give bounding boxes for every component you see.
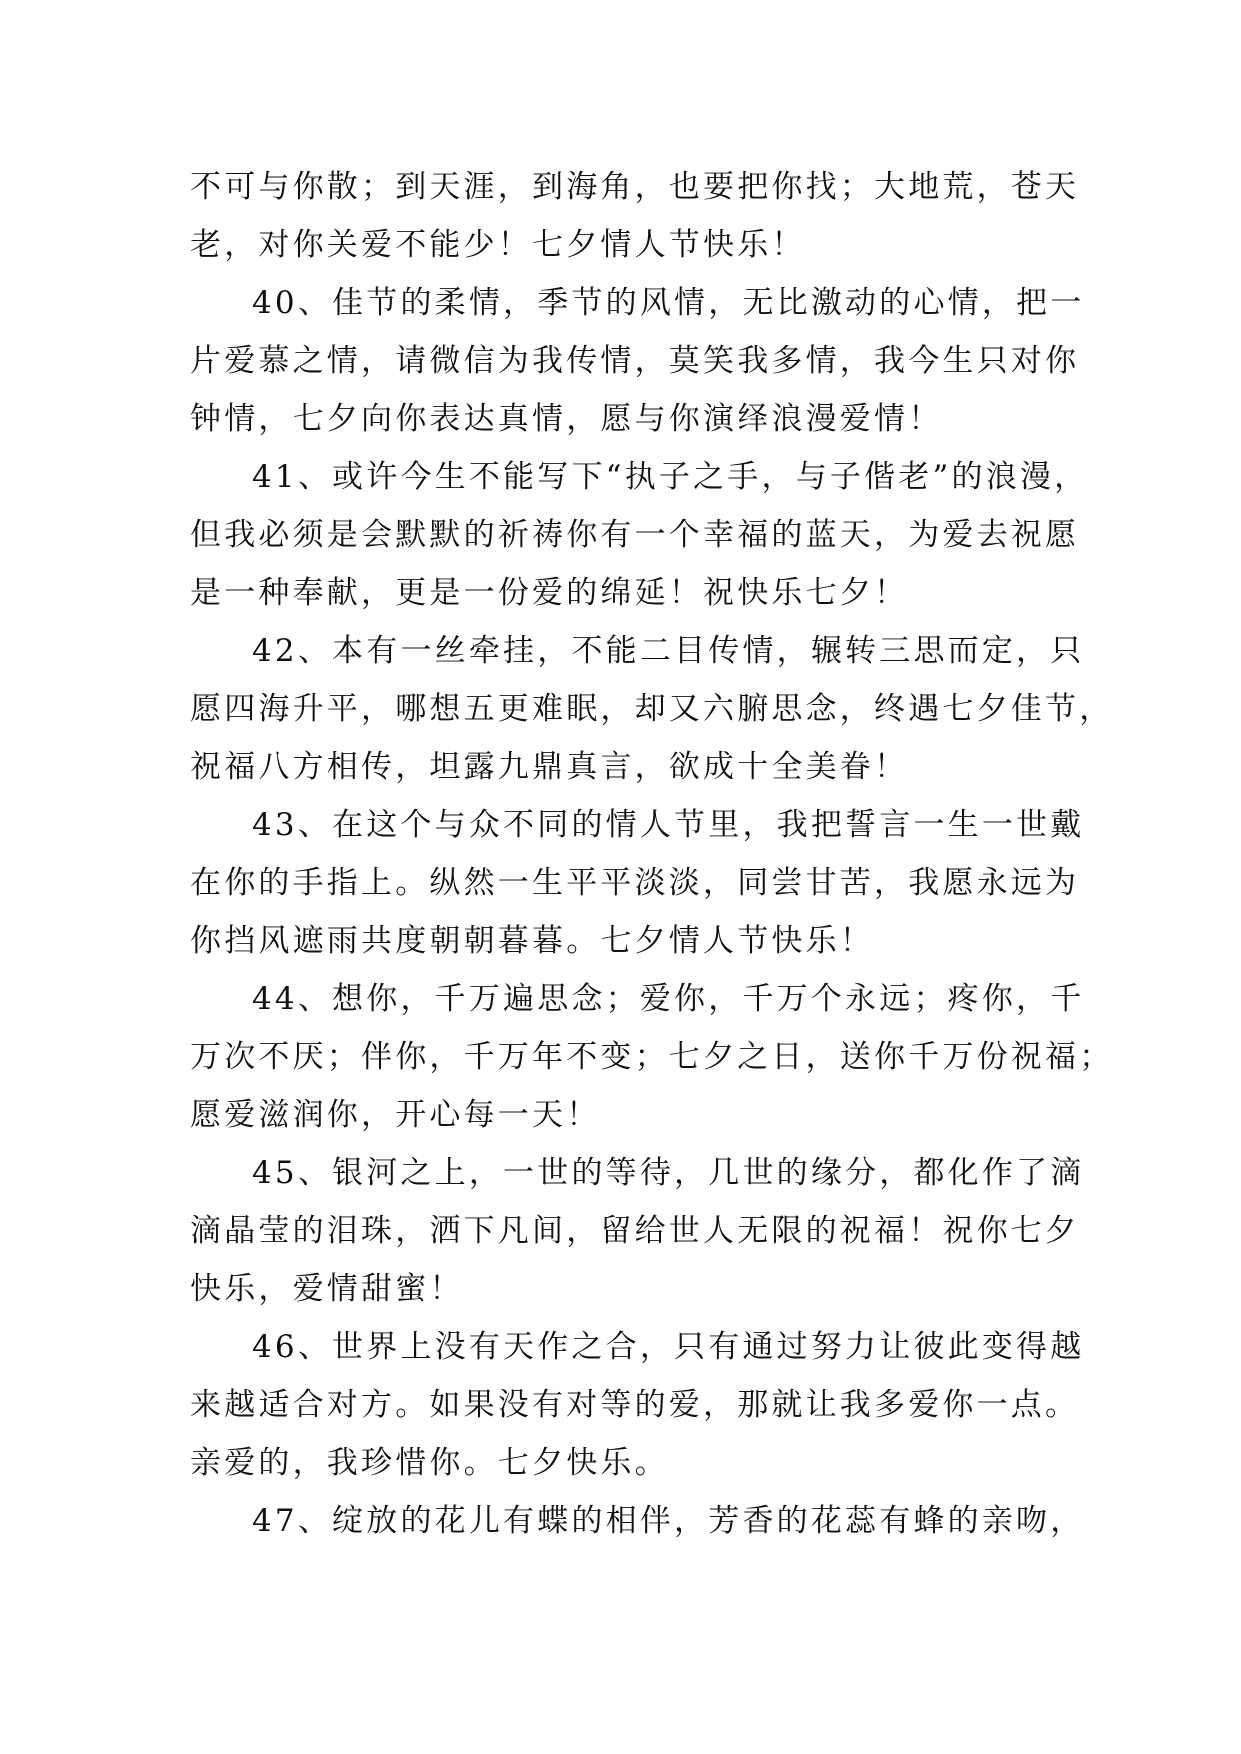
paragraph-line: 亲爱的，我珍惜你。七夕快乐。 (190, 1445, 669, 1481)
paragraph-line: 42、本有一丝牵挂，不能二目传情，辗转三思而定，只 (252, 633, 1085, 669)
paragraph-line: 你挡风遮雨共度朝朝暮暮。七夕情人节快乐！ (190, 923, 874, 959)
paragraph-line: 40、佳节的柔情，季节的风情，无比激动的心情，把一 (252, 285, 1085, 321)
paragraph-line: 不可与你散；到天涯，到海角，也要把你找；大地荒，苍天 (190, 169, 1080, 205)
paragraph-line: 43、在这个与众不同的情人节里，我把誓言一生一世戴 (252, 807, 1085, 843)
paragraph-line: 46、世界上没有天作之合，只有通过努力让彼此变得越 (252, 1329, 1085, 1365)
paragraph-line: 钟情，七夕向你表达真情，愿与你演绎浪漫爱情！ (190, 401, 943, 437)
paragraph-line: 在你的手指上。纵然一生平平淡淡，同尝甘苦，我愿永远为 (190, 865, 1080, 901)
paragraph-line: 是一种奉献，更是一份爱的绵延！祝快乐七夕！ (190, 575, 909, 611)
body-text (190, 158, 1114, 1550)
paragraph-line: 快乐，爱情甜蜜！ (190, 1271, 464, 1307)
paragraph-line: 41、或许今生不能写下“执子之手，与子偕老”的浪漫， (252, 459, 1089, 495)
paragraph-line: 来越适合对方。如果没有对等的爱，那就让我多爱你一点。 (190, 1387, 1080, 1423)
paragraph-line: 愿爱滋润你，开心每一天！ (190, 1097, 601, 1133)
paragraph-line: 祝福八方相传，坦露九鼎真言，欲成十全美眷！ (190, 749, 909, 785)
paragraph-line: 老，对你关爱不能少！七夕情人节快乐！ (190, 227, 806, 263)
paragraph-line: 愿四海升平，哪想五更难眠，却又六腑思念，终遇七夕佳节， (190, 691, 1114, 727)
paragraph-line: 片爱慕之情，请微信为我传情，莫笑我多情，我今生只对你 (190, 343, 1080, 379)
paragraph-line: 但我必须是会默默的祈祷你有一个幸福的蓝天，为爱去祝愿 (190, 517, 1080, 553)
paragraph-line: 45、银河之上，一世的等待，几世的缘分，都化作了滴 (252, 1155, 1085, 1191)
paragraph-line: 滴晶莹的泪珠，洒下凡间，留给世人无限的祝福！祝你七夕 (190, 1213, 1080, 1249)
paragraph-line: 44、想你，千万遍思念；爱你，千万个永远；疼你，千 (252, 981, 1085, 1017)
paragraph-line: 万次不厌；伴你，千万年不变；七夕之日，送你千万份祝福； (190, 1039, 1114, 1075)
paragraph-line: 47、绽放的花儿有蝶的相伴，芳香的花蕊有蜂的亲吻， (252, 1503, 1085, 1539)
